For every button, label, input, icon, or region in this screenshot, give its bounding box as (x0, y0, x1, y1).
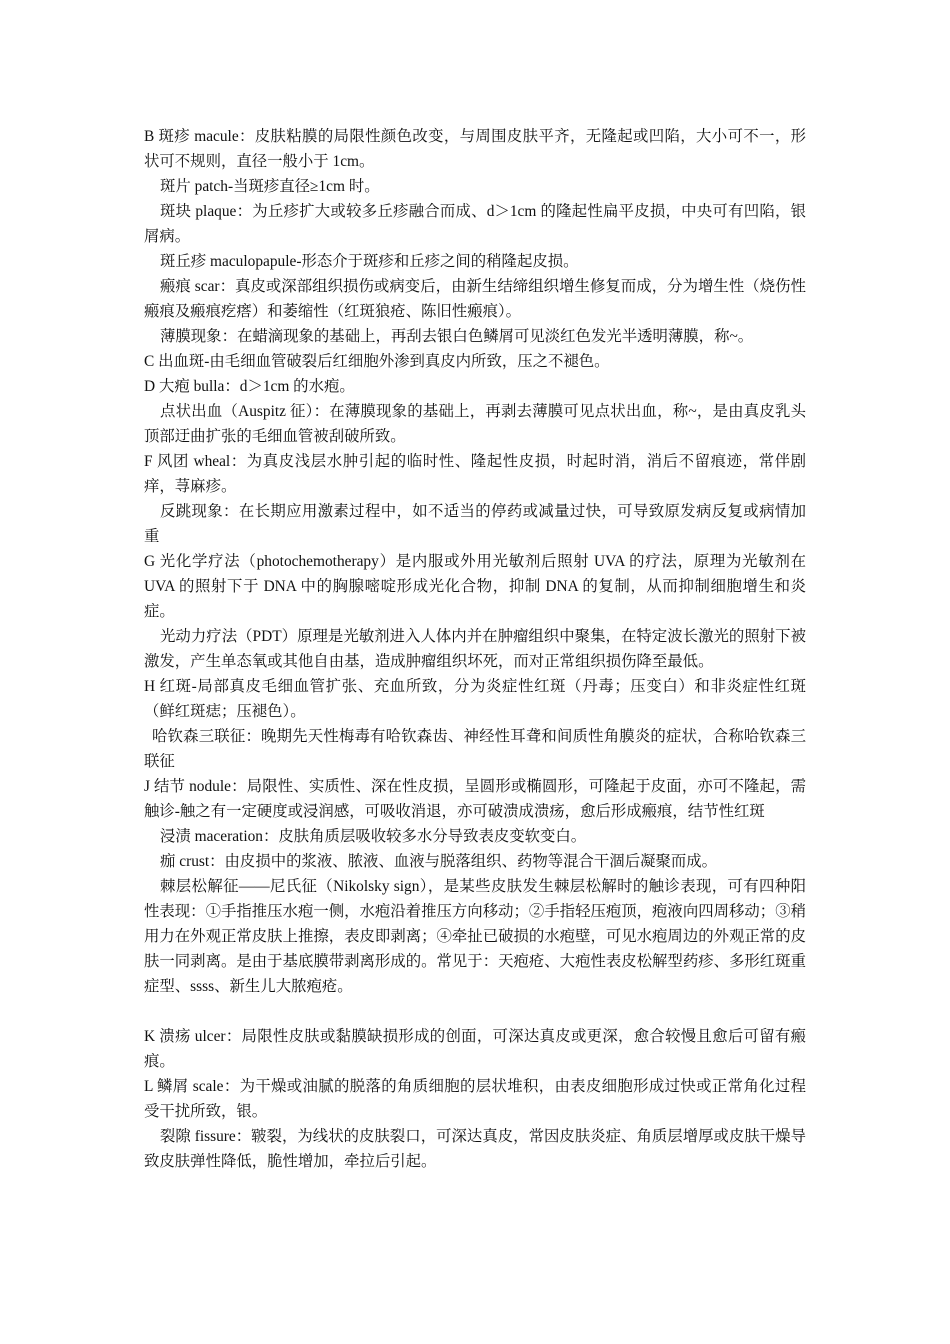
paragraph-scar: 瘢痕 scar：真皮或深部组织损伤或病变后，由新生结缔组织增生修复而成，分为增生性（烧伤性瘢痕及瘢痕疙瘩）和萎缩性（红斑狼疮、陈旧性瘢痕）。 (144, 278, 806, 320)
paragraph-scale: L 鳞屑 scale：为干燥或油腻的脱落的角质细胞的层状堆积，由表皮细胞形成过快或正常角化过程受干扰所致，银。 (144, 1078, 806, 1120)
paragraph-plaque: 斑块 plaque：为丘疹扩大或较多丘疹融合而成、d＞1cm 的隆起性扁平皮损，中央可有凹陷，银屑病。 (144, 203, 806, 245)
paragraph-purpura: C 出血斑-由毛细血管破裂后红细胞外渗到真皮内所致，压之不褪色。 (144, 353, 610, 370)
paragraph-fissure: 裂隙 fissure：皲裂，为线状的皮肤裂口，可深达真皮，常因皮肤炎症、角质层增厚或皮肤干燥导致皮肤弹性降低，脆性增加，牵拉后引起。 (144, 1128, 806, 1170)
paragraph-auspitz-sign: 点状出血（Auspitz 征）：在薄膜现象的基础上，再剥去薄膜可见点状出血，称~，是由真皮乳头顶部迂曲扩张的毛细血管被刮破所致。 (144, 403, 806, 445)
paragraph-film-phenomenon: 薄膜现象：在蜡滴现象的基础上，再刮去银白色鳞屑可见淡红色发光半透明薄膜，称~。 (160, 328, 754, 345)
paragraph-maculopapule: 斑丘疹 maculopapule-形态介于斑疹和丘疹之间的稍隆起皮损。 (160, 253, 579, 270)
paragraph-erythema: H 红斑-局部真皮毛细血管扩张、充血所致，分为炎症性红斑（丹毒；压变白）和非炎症性红斑（鲜红斑痣；压褪色）。 (144, 678, 806, 720)
paragraph-pdt: 光动力疗法（PDT）原理是光敏剂进入人体内并在肿瘤组织中聚集，在特定波长激光的照射下被激发，产生单态氧或其他自由基，造成肿瘤组织坏死，而对正常组织损伤降至最低。 (144, 628, 806, 670)
document-page (144, 124, 806, 1174)
paragraph-bulla: D 大疱 bulla：d＞1cm 的水疱。 (144, 378, 355, 395)
paragraph-hutchinson-triad: 哈钦森三联征：晚期先天性梅毒有哈钦森齿、神经性耳聋和间质性角膜炎的症状，合称哈钦森三联征 (144, 728, 806, 770)
paragraph-nikolsky-sign: 棘层松解征——尼氏征（Nikolsky sign），是某些皮肤发生棘层松解时的触诊表现，可有四种阳性表现：①手指推压水疱一侧，水疱沿着推压方向移动；②手指轻压疱顶，疱液向四周移动；③稍用力在外观正常皮肤上推擦，表皮即剥离；④牵扯已破损的水疱壁，可见水疱周边的外观正常的皮肤一同剥离。是由于基底膜带剥离形成的。常见于：天疱疮、大疱性表皮松解型药疹、多形红斑重症型、ssss、新生儿大脓疱疮。 (144, 878, 806, 995)
paragraph-patch: 斑片 patch-当斑疹直径≥1cm 时。 (160, 178, 380, 195)
paragraph-nodule: J 结节 nodule：局限性、实质性、深在性皮损，呈圆形或椭圆形，可隆起于皮面，亦可不隆起，需触诊-触之有一定硬度或浸润感，可吸收消退，亦可破溃成溃疡，愈后形成瘢痕，结节性红斑 (144, 778, 806, 820)
paragraph-wheal: F 风团 wheal：为真皮浅层水肿引起的临时性、隆起性皮损，时起时消，消后不留痕迹，常伴剧痒，荨麻疹。 (144, 453, 806, 495)
blank-line (144, 999, 806, 1024)
paragraph-macule: B 斑疹 macule：皮肤粘膜的局限性颜色改变，与周围皮肤平齐，无隆起或凹陷，大小可不一，形状可不规则，直径一般小于 1cm。 (144, 128, 806, 170)
paragraph-photochemotherapy: G 光化学疗法（photochemotherapy）是内服或外用光敏剂后照射 UVA 的疗法，原理为光敏剂在 UVA 的照射下于 DNA 中的胸腺嘧啶形成光化合物，抑制 DNA 的复制，从而抑制细胞增生和炎症。 (144, 553, 806, 620)
paragraph-crust: 痂 crust：由皮损中的浆液、脓液、血液与脱落组织、药物等混合干涸后凝聚而成。 (160, 853, 718, 870)
paragraph-maceration: 浸渍 maceration：皮肤角质层吸收较多水分导致表皮变软变白。 (160, 828, 587, 845)
paragraph-ulcer: K 溃疡 ulcer：局限性皮肤或黏膜缺损形成的创面，可深达真皮或更深，愈合较慢且愈后可留有瘢痕。 (144, 1028, 806, 1070)
paragraph-rebound-phenomenon: 反跳现象：在长期应用激素过程中，如不适当的停药或减量过快，可导致原发病反复或病情加重 (144, 503, 806, 545)
